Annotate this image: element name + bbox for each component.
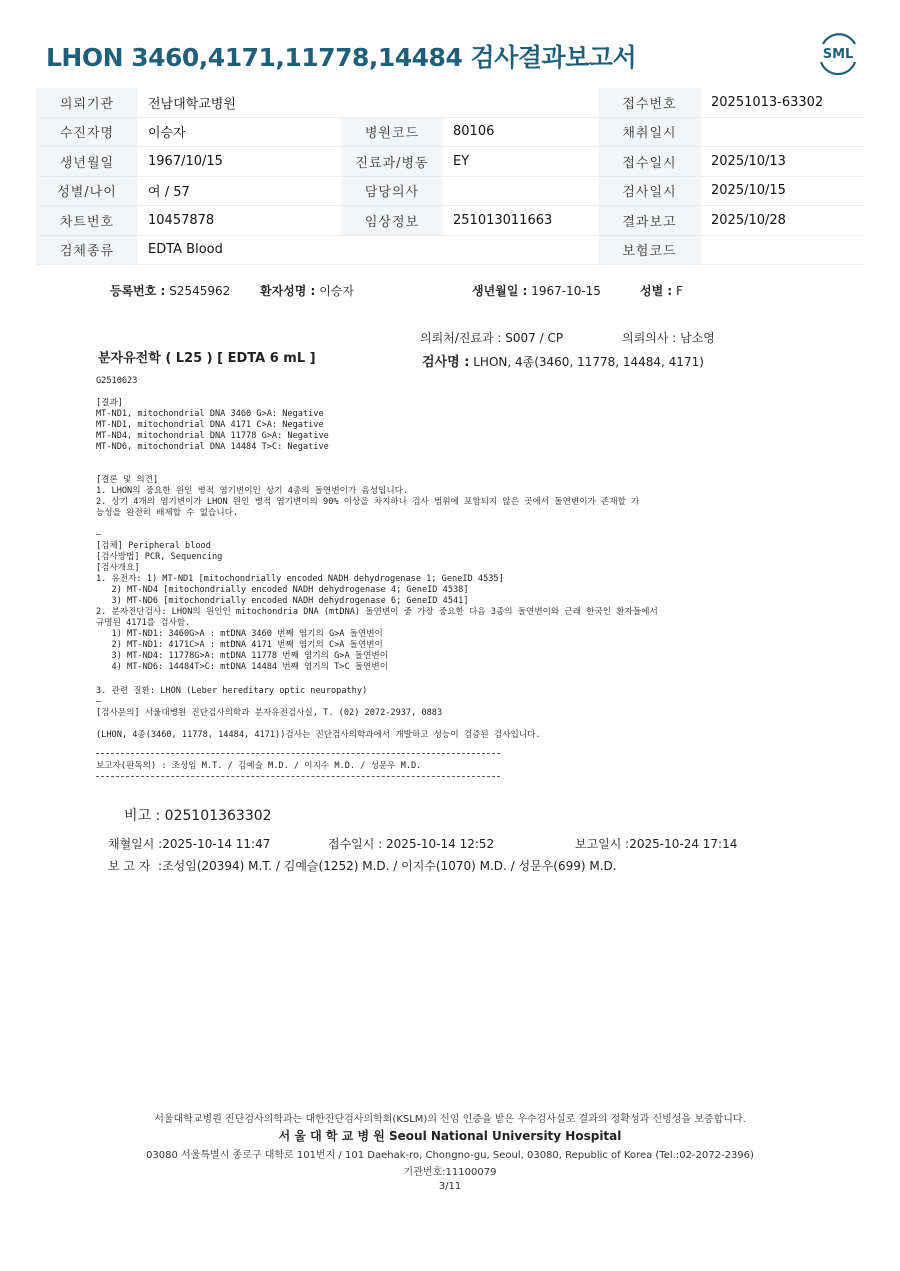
reporters-full: :조성임(20394) M.T. / 김예슬(1252) M.D. / 이지수(1070) M.D. / 성문우(699) M.D. (158, 859, 617, 873)
disease-block: 3. 관련 질환: LHON (Leber hereditary optic neuropathy) — (96, 686, 368, 707)
info-label: 채취일시 (598, 117, 701, 147)
info-label: 생년월일 (36, 147, 138, 177)
info-label: 검체종류 (36, 235, 138, 265)
info-label: 의뢰기관 (36, 88, 138, 117)
hospital-address: 03080 서울특별시 종로구 대학로 101번지 / 101 Daehak-ro, Chongno-gu, Seoul, 03080, Republic of Korea (Tel.:02-2072-2396) (146, 1150, 754, 1161)
doctor-line: 의뢰의사 : 남소영 (622, 331, 715, 345)
info-value: 10457878 (138, 206, 341, 236)
reporter-label: 보 고 자 (108, 859, 151, 873)
info-value: 이승자 (138, 117, 341, 147)
certification-note: 서울대학교병원 진단검사의학과는 대한진단검사의학회(KSLM)의 신임 인증을 받은 우수검사실로 결과의 정확성과 신빙성을 보증합니다. (154, 1114, 746, 1125)
page-number: 3/11 (438, 1181, 462, 1192)
collect-datetime: 채혈일시 :2025-10-14 11:47 (108, 837, 271, 851)
registration-line: 등록번호 : S2545962 (110, 284, 231, 298)
info-value: EDTA Blood (138, 235, 598, 265)
info-value: 80106 (443, 117, 598, 147)
patient-name-line: 환자성명 : 이승자 (260, 284, 354, 298)
info-value: 1967/10/15 (138, 147, 341, 177)
info-label: 담당의사 (341, 176, 443, 206)
info-label: 성별/나이 (36, 176, 138, 206)
report-datetime: 보고일시 :2025-10-24 17:14 (575, 837, 738, 851)
divider (96, 776, 500, 777)
info-label: 차트번호 (36, 206, 138, 236)
info-label: 병원코드 (341, 117, 443, 147)
institution-number: 기관번호:11100079 (403, 1167, 497, 1178)
info-label: 보험코드 (598, 235, 701, 265)
method-block: — [검체] Peripheral blood [검사방법] PCR, Sequencing [검사개요] 1. 유전자: 1) MT-ND1 [mitochondrially encoded NADH dehydrogenase 1; GeneID 4535] 2) MT-ND4 [mitochondrially encoded NADH dehydrogenase 4; GeneID 4538] 3) MT-ND6 [mitochondrially encoded NADH dehydrogenase 6; GeneID 4541] 2. 분자진단검사: LHON의 원인인 mitochondria DNA (mtDNA) 돌연변이 중 가장 중요한 다음 3종의 돌연변이와 근래 한국인 환자들에서 규명된 4171를 검사함. 1) MT-ND1: 3460G>A : mtDNA 3460 번째 염기의 G>A 돌연변이 2) MT-ND1: 4171C>A : mtDNA 4171 번째 염기의 C>A 돌연변이 3) MT-ND4: 11778G>A: mtDNA 11778 번째 염기의 G>A 돌연변이 4) MT-ND6: 14484T>C: mtDNA 14484 번째 염기의 T>C 돌연변이 (96, 530, 658, 672)
divider (96, 753, 500, 754)
info-value: 여 / 57 (138, 176, 341, 206)
info-value: 20251013-63302 (701, 88, 864, 117)
info-value: 2025/10/28 (701, 206, 864, 236)
info-value: 2025/10/15 (701, 176, 864, 206)
report-title: LHON 3460,4171,11778,14484 검사결과보고서 (46, 43, 637, 72)
sex-line: 성별 : F (640, 284, 683, 298)
specimen-id: G2510623 (96, 376, 138, 386)
result-block: [결과] MT-ND1, mitochondrial DNA 3460 G>A: Negative MT-ND1, mitochondrial DNA 4171 C>A: Negative MT-ND4, mitochondrial DNA 11778 G>A: Negative MT-ND6, mitochondrial DNA 14484 T>C: Negative (96, 398, 329, 452)
test-name-line: 검사명 : LHON, 4종(3460, 11778, 14484, 4171) (422, 355, 704, 370)
info-label: 접수일시 (598, 147, 701, 177)
dob-line: 생년월일 : 1967-10-15 (472, 284, 601, 298)
info-value: 전남대학교병원 (138, 88, 598, 117)
inquiry-line: [검사문의] 서울대병원 진단검사의학과 분자유전검사실, T. (02) 2072-2937, 0883 (96, 708, 443, 718)
hospital-name: 서 울 대 학 교 병 원 Seoul National University Hospital (278, 1129, 622, 1143)
info-label: 진료과/병동 (341, 147, 443, 177)
info-value: EY (443, 147, 598, 177)
info-value: 2025/10/13 (701, 147, 864, 177)
dept-line: 의뢰처/진료과 : S007 / CP (420, 331, 564, 345)
receipt-datetime: 접수일시 : 2025-10-14 12:52 (328, 837, 495, 851)
remark-line: 비고 : 025101363302 (124, 808, 272, 824)
info-label: 결과보고 (598, 206, 701, 236)
reporters-line: 보고자(판독의) : 조성임 M.T. / 김예슬 M.D. / 이지수 M.D. / 성문우 M.D. (96, 761, 422, 771)
info-label: 임상정보 (341, 206, 443, 236)
info-label: 접수번호 (598, 88, 701, 117)
svg-text:SML: SML (822, 47, 854, 62)
info-label: 검사일시 (598, 176, 701, 206)
validated-line: (LHON, 4종(3460, 11778, 14484, 4171))검사는 진단검사의학과에서 개발하고 성능이 검증된 검사입니다. (96, 730, 541, 740)
info-label: 수진자명 (36, 117, 138, 147)
conclusion-block: [결론 및 의견] 1. LHON의 중요한 원인 병적 염기변이인 상기 4종의 돌연변이가 음성입니다. 2. 상기 4개의 염기변이가 LHON 원인 병적 염기변이의 90% 이상을 차지하나 검사 범위에 포함되지 않은 곳에서 돌연변이가 존재할 가 능성을 완전히 배제할 수 없습니다. (96, 475, 640, 518)
info-value: 251013011663 (443, 206, 598, 236)
section-title: 분자유전학 ( L25 ) [ EDTA 6 mL ] (98, 351, 316, 366)
